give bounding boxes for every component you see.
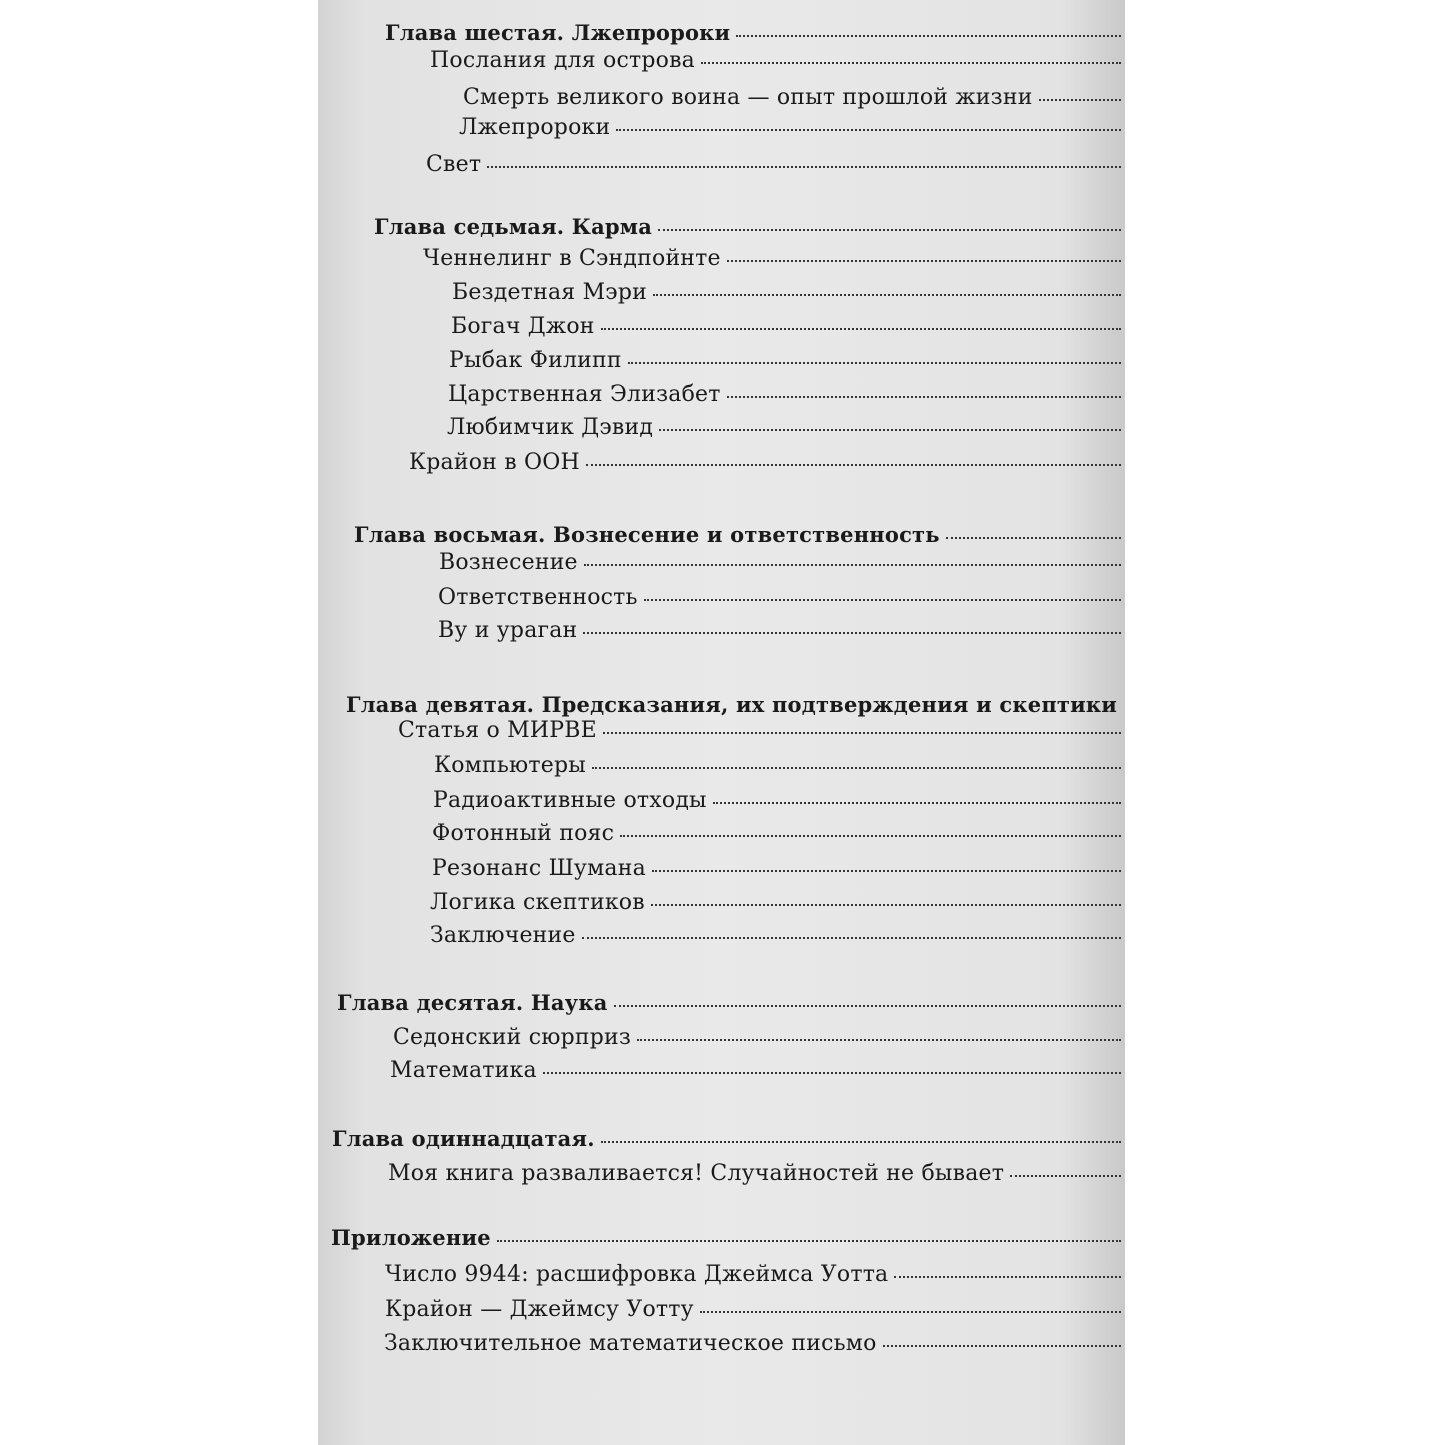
toc-entry-title: Заключительное математическое письмо: [384, 1331, 877, 1356]
toc-entry-title: Компьютеры: [434, 753, 586, 778]
toc-leader-dots: [487, 166, 1121, 168]
toc-leader-dots: [658, 229, 1121, 231]
toc-section-entry: [463, 85, 1121, 110]
toc-section-entry: [433, 788, 1121, 813]
toc-entry-title: Заключение: [430, 923, 576, 948]
toc-leader-dots: [1039, 99, 1121, 101]
toc-section-entry: [452, 280, 1121, 305]
toc-leader-dots: [601, 328, 1121, 330]
toc-entry-title: Вознесение: [439, 550, 578, 575]
toc-entry-title: Любимчик Дэвид: [447, 415, 654, 440]
toc-entry-title: Число 9944: расшифровка Джеймса Уотта: [385, 1262, 889, 1287]
toc-entry-title: Глава восьмая. Вознесение и ответственность: [354, 522, 940, 547]
toc-entry-title: Моя книга разваливается! Случайностей не бывает: [388, 1161, 1005, 1186]
toc-chapter-entry: [331, 1225, 1121, 1250]
toc-entry-title: Ответственность: [438, 585, 638, 610]
toc-section-entry: [398, 718, 1121, 743]
toc-section-entry: [393, 1025, 1121, 1050]
toc-leader-dots: [653, 294, 1121, 296]
toc-entry-title: Послания для острова: [430, 48, 696, 73]
toc-leader-dots: [701, 62, 1121, 64]
toc-leader-dots: [894, 1276, 1121, 1278]
toc-entry-title: Свет: [426, 152, 482, 177]
toc-entry-title: Ченнелинг в Сэндпойнте: [423, 246, 721, 271]
toc-leader-dots: [543, 1072, 1121, 1074]
toc-chapter-entry: [385, 20, 1121, 45]
toc-leader-dots: [727, 260, 1121, 262]
toc-section-entry: [426, 152, 1121, 177]
toc-leader-dots: [603, 732, 1121, 734]
toc-section-entry: [438, 618, 1121, 643]
toc-leader-dots: [616, 129, 1121, 131]
toc-leader-dots: [614, 1005, 1122, 1007]
toc-leader-dots: [582, 937, 1121, 939]
toc-entry-title: Логика скептиков: [430, 890, 645, 915]
toc-leader-dots: [644, 599, 1121, 601]
toc-leader-dots: [628, 362, 1121, 364]
toc-entry-title: Лжепророки: [459, 115, 611, 140]
toc-section-entry: [430, 923, 1121, 948]
toc-leader-dots: [620, 835, 1121, 837]
toc-entry-title: Седонский сюрприз: [393, 1025, 632, 1050]
toc-leader-dots: [700, 1311, 1121, 1313]
toc-entry-title: Глава девятая. Предсказания, их подтверждения и скептики: [346, 692, 1118, 717]
toc-leader-dots: [651, 904, 1121, 906]
toc-leader-dots: [637, 1039, 1121, 1041]
toc-entry-title: Крайон — Джеймсу Уотту: [385, 1297, 694, 1322]
toc-entry-title: Приложение: [331, 1225, 491, 1250]
toc-leader-dots: [586, 464, 1121, 466]
toc-section-entry: [448, 382, 1121, 407]
toc-leader-dots: [736, 35, 1121, 37]
toc-entry-title: Богач Джон: [451, 314, 595, 339]
toc-section-entry: [447, 415, 1121, 440]
toc-entry-title: Царственная Элизабет: [448, 382, 721, 407]
book-page: [318, 0, 1125, 1445]
toc-chapter-entry: [346, 692, 1121, 717]
toc-entry-title: Глава десятая. Наука: [337, 990, 608, 1015]
toc-leader-dots: [883, 1345, 1121, 1347]
toc-section-entry: [459, 115, 1121, 140]
toc-entry-title: Глава одиннадцатая.: [332, 1126, 595, 1151]
toc-chapter-entry: [354, 522, 1121, 547]
toc-section-entry: [423, 246, 1121, 271]
toc-section-entry: [439, 550, 1121, 575]
toc-section-entry: [438, 585, 1121, 610]
toc-entry-title: Радиоактивные отходы: [433, 788, 707, 813]
toc-section-entry: [451, 314, 1121, 339]
toc-leader-dots: [659, 429, 1121, 431]
toc-section-entry: [385, 1262, 1121, 1287]
toc-section-entry: [434, 753, 1121, 778]
toc-section-entry: [430, 48, 1121, 73]
toc-entry-title: Ву и ураган: [438, 618, 578, 643]
toc-leader-dots: [584, 564, 1121, 566]
toc-leader-dots: [601, 1141, 1121, 1143]
toc-leader-dots: [946, 537, 1121, 539]
toc-section-entry: [409, 450, 1121, 475]
toc-chapter-entry: [332, 1126, 1121, 1151]
toc-section-entry: [432, 856, 1121, 881]
toc-section-entry: [385, 1297, 1121, 1322]
toc-leader-dots: [497, 1240, 1121, 1242]
toc-chapter-entry: [374, 214, 1121, 239]
toc-entry-title: Бездетная Мэри: [452, 280, 647, 305]
toc-leader-dots: [592, 767, 1121, 769]
toc-section-entry: [390, 1058, 1121, 1083]
toc-entry-title: Крайон в ООН: [409, 450, 580, 475]
toc-chapter-entry: [337, 990, 1121, 1015]
toc-entry-title: Глава седьмая. Карма: [374, 214, 653, 239]
toc-entry-title: Рыбак Филипп: [449, 348, 622, 373]
toc-section-entry: [449, 348, 1121, 373]
toc-leader-dots: [727, 396, 1121, 398]
toc-leader-dots: [652, 870, 1121, 872]
toc-section-entry: [432, 821, 1121, 846]
toc-section-entry: [388, 1161, 1121, 1186]
toc-leader-dots: [583, 632, 1121, 634]
toc-entry-title: Глава шестая. Лжепророки: [385, 20, 731, 45]
toc-section-entry: [384, 1331, 1121, 1356]
toc-leader-dots: [713, 802, 1121, 804]
toc-leader-dots: [1010, 1175, 1121, 1177]
toc-entry-title: Фотонный пояс: [432, 821, 615, 846]
toc-entry-title: Математика: [390, 1058, 537, 1083]
toc-entry-title: Статья о МИРВЕ: [398, 718, 597, 743]
toc-section-entry: [430, 890, 1121, 915]
toc-entry-title: Резонанс Шумана: [432, 856, 646, 881]
toc-entry-title: Смерть великого воина — опыт прошлой жизни: [463, 85, 1033, 110]
